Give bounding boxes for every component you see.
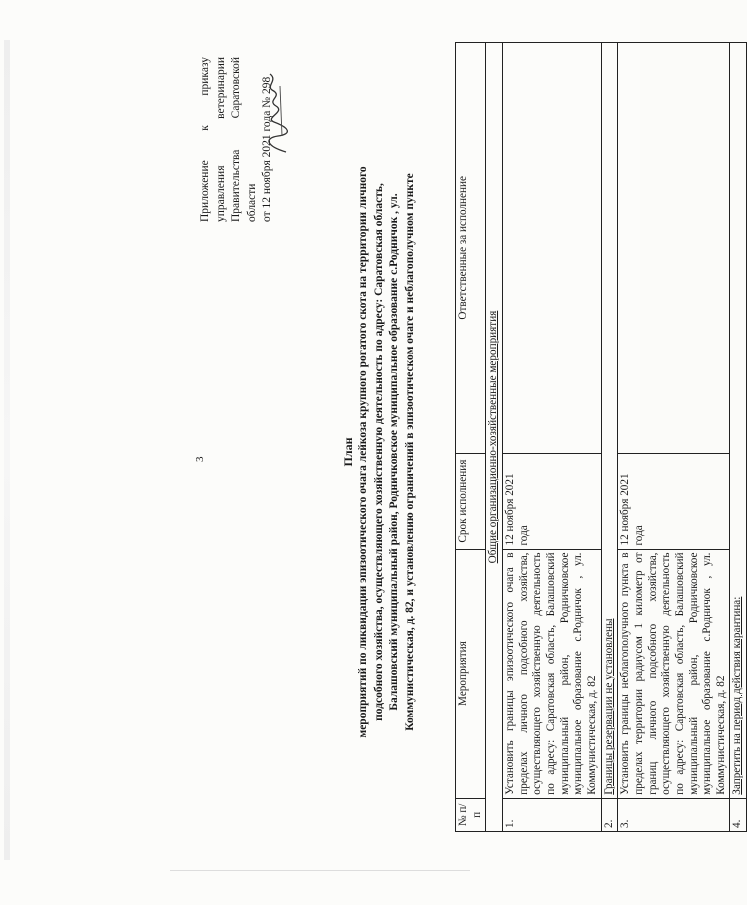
signature-image: [256, 70, 296, 156]
header-deadline: Срок исполнения: [456, 453, 486, 549]
scan-edge: [4, 40, 10, 860]
row-num: 2.: [601, 798, 618, 831]
row-num: 1.: [502, 798, 601, 831]
header-num: № п/п: [456, 798, 486, 831]
approval-line-2: от 12 ноября 2021 года № 298: [261, 76, 274, 222]
table-row: [502, 43, 601, 832]
row-measure: Установить границы эпизоотического очага в пределах личного подсобного хозяйства, осуществляющего хозяйственную деятельность по адресу: Саратовская область, Балашовский муниципальный район, Родничковское муниципальное образование с.Родничок , ул. Коммунистическая, д. 82: [502, 549, 601, 798]
title-line-1: мероприятий по ликвидации эпизоотического очага лейкоза крупного рогатого скота на территории личного: [357, 166, 370, 738]
row-num: 3.: [618, 798, 730, 831]
title-plan: План: [341, 437, 355, 467]
table-row: [618, 43, 730, 832]
row-measure: Запретить на период действия карантина:: [730, 43, 747, 799]
table-row: [730, 43, 747, 832]
measures-table: [455, 42, 747, 832]
row-num: 4.: [730, 798, 747, 831]
title-line-2: подсобного хозяйства, осуществляющего хозяйственную деятельность по адресу: Саратовская область,: [372, 183, 385, 721]
row-deadline: 12 ноября 2021 года: [502, 453, 601, 549]
title-line-4: Коммунистическая, д. 82, и установлению ограничений в эпизоотическом очаге и неблагополучном пункте: [403, 173, 416, 731]
row-measure: Границы резервации не установлены: [601, 43, 618, 799]
row-responsible: [502, 43, 601, 454]
row-measure: Установить границы неблагополучного пункта в пределах территории радиусом 1 километр от границ личного подсобного хозяйства, осуществляющего хозяйственную деятельность по адресу: Саратовская область, Балашовский муниципальный район, Родничковское муниципальное образование с.Родничок , ул. Коммунистическая, д. 82: [618, 549, 730, 798]
page-number: 3: [194, 456, 206, 462]
scan-artifact: [170, 870, 470, 871]
section-title: Общие организационно-хозяйственные мероприятия: [486, 43, 503, 832]
rotated-sheet: [190, 42, 744, 862]
table-row: [601, 43, 618, 832]
approval-line-1: Приложение к приказу управления ветеринарии Правительства Саратовской области: [199, 57, 258, 222]
title-line-3: Балашовский муниципальный район, Родничковское муниципальное образование с.Родничок , ул.: [388, 193, 401, 711]
section-row: [486, 43, 503, 832]
document-title: [340, 82, 418, 822]
header-responsible: Ответственные за исполнение: [456, 43, 486, 454]
row-deadline: 12 ноября 2021 года: [618, 453, 730, 549]
table-header-row: [456, 43, 486, 832]
row-responsible: [618, 43, 730, 454]
header-measures: Мероприятия: [456, 549, 486, 798]
